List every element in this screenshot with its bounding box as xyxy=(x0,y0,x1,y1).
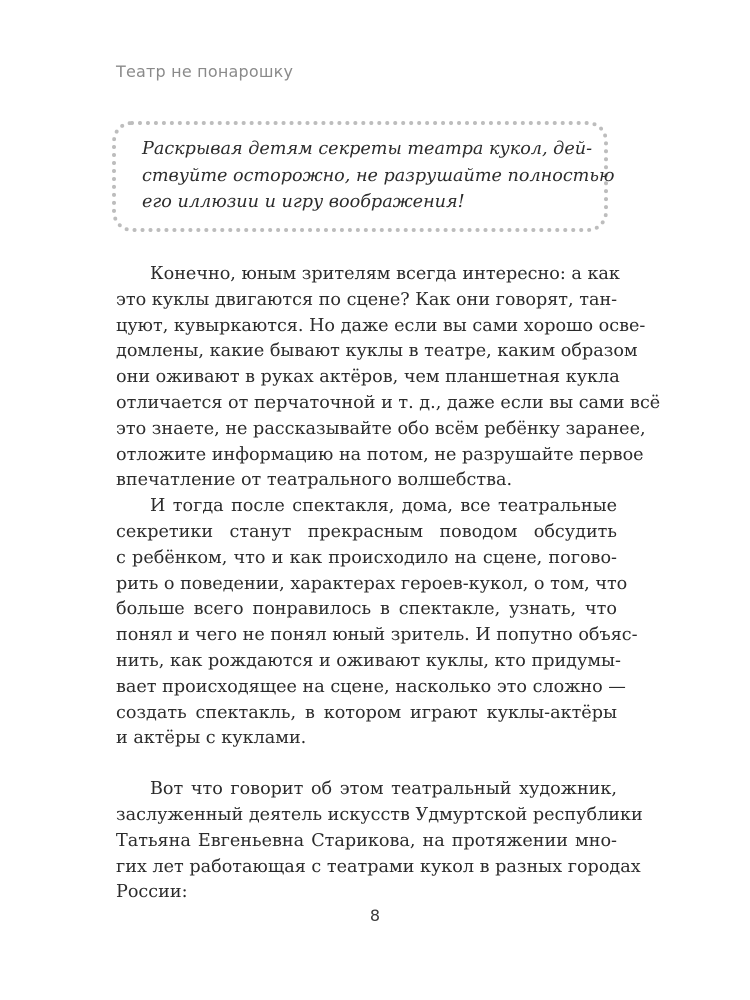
text-line: заслуженный деятель искусств Удмуртской республики xyxy=(116,804,643,825)
paragraph xyxy=(116,262,661,494)
text-line: России: xyxy=(116,882,188,903)
callout-line: Раскрывая детям секреты театра кукол, дей- xyxy=(142,139,593,159)
text-line: с ребёнком, что и как происходило на сцене, погово- xyxy=(116,547,617,568)
text-line: И тогда после спектакля, дома, все театральные xyxy=(150,496,617,517)
text-line: домлены, какие бывают куклы в театре, каким образом xyxy=(116,341,638,362)
text-line: рить о поведении, характерах героев-кукол, о том, что xyxy=(116,573,628,594)
text-line: нить, как рождаются и оживают куклы, кто придумы- xyxy=(116,650,621,671)
running-header: Театр не понарошку xyxy=(116,62,294,81)
text-line: и актёры с куклами. xyxy=(116,728,307,749)
callout-line: ствуйте осторожно, не разрушайте полностью xyxy=(142,165,615,186)
text-line: это куклы двигаются по сцене? Как они говорят, тан- xyxy=(116,289,618,310)
paragraph xyxy=(116,777,643,906)
text-line: цуют, кувыркаются. Но даже если вы сами хорошо осве- xyxy=(116,315,646,336)
paragraph xyxy=(116,494,638,752)
page-number: 8 xyxy=(369,906,381,925)
body-text xyxy=(116,262,661,906)
text-line: больше всего понравилось в спектакле, узнать, что xyxy=(116,599,617,620)
paragraph-spacer xyxy=(116,752,617,777)
text-line: Татьяна Евгеньевна Старикова, на протяжении мно- xyxy=(116,830,617,851)
text-line: это знаете, не рассказывайте обо всём ребёнку заранее, xyxy=(116,418,646,439)
text-line: они оживают в руках актёров, чем планшетная кукла xyxy=(116,367,620,388)
text-line: понял и чего не понял юный зритель. И попутно объяс- xyxy=(116,625,638,646)
text-line: Вот что говорит об этом театральный художник, xyxy=(150,779,617,800)
text-line: Конечно, юным зрителям всегда интересно: а как xyxy=(150,264,620,284)
text-line: отличается от перчаточной и т. д., даже если вы сами всё xyxy=(116,392,661,413)
text-line: гих лет работающая с театрами кукол в разных городах xyxy=(116,856,641,877)
text-line: впечатление от театрального волшебства. xyxy=(116,470,513,491)
quote-callout-text xyxy=(142,136,615,216)
text-line: вает происходящее на сцене, насколько это сложно — xyxy=(116,676,626,697)
callout-line: его иллюзии и игру воображения! xyxy=(142,192,465,212)
text-line: создать спектакль, в котором играют куклы-актёры xyxy=(116,702,617,723)
text-line: отложите информацию на потом, не разрушайте первое xyxy=(116,444,644,465)
text-line: секретики станут прекрасным поводом обсудить xyxy=(116,521,617,542)
